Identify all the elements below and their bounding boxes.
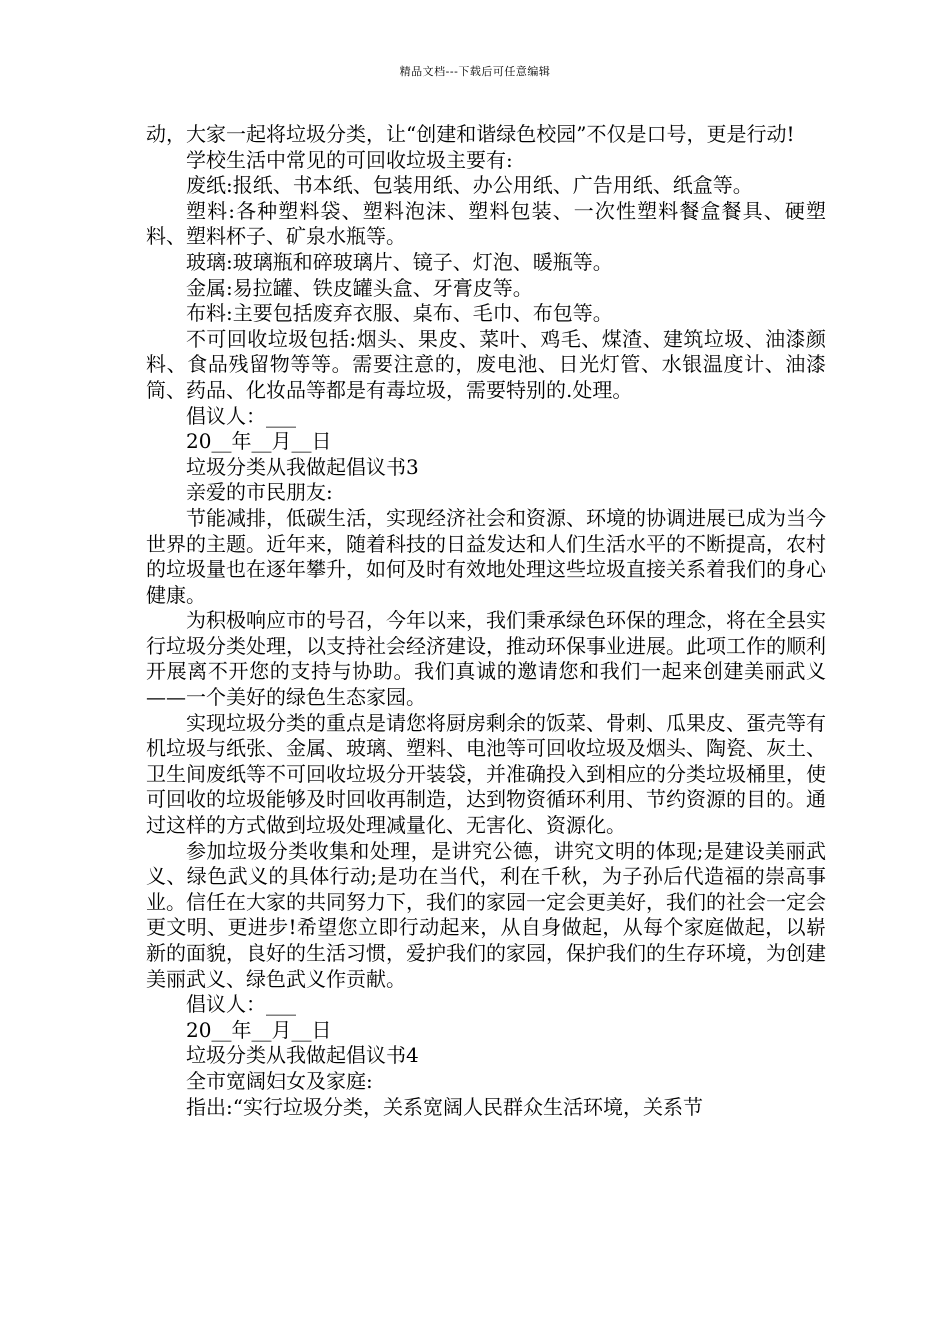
paragraph: 废纸:报纸、书本纸、包装用纸、办公用纸、广告用纸、纸盒等。	[186, 173, 753, 198]
paragraph: 节能减排，低碳生活，实现经济社会和资源、环境的协调进展已成为当今世界的主题。近年来，随着科技的日益发达和人们生活水平的不断提高，农村的垃圾量也在逐年攀升，如何及时有效地处理这些垃圾直接关系着我们的身心健康。	[146, 505, 826, 607]
paragraph: 倡议人：___	[186, 992, 296, 1017]
paragraph: 学校生活中常见的可回收垃圾主要有:	[186, 147, 513, 172]
paragraph: 动，大家一起将垃圾分类，让“创建和谐绿色校园”不仅是口号，更是行动!	[146, 122, 795, 146]
paragraph: 为积极响应市的号召，今年以来，我们秉承绿色环保的理念，将在全县实行垃圾分类处理，以支持社会经济建设，推动环保事业进展。此项工作的顺利开展离不开您的支持与协助。我们真诚的邀请您和我们一起来创建美丽武义——一个美好的绿色生态家园。	[146, 608, 826, 710]
paragraph: 倡议人：___	[186, 403, 296, 428]
page-header: 精品文档---下载后可任意编辑	[399, 65, 551, 78]
paragraph: 指出:“实行垃圾分类，关系宽阔人民群众生活环境，关系节	[186, 1094, 703, 1119]
paragraph: 20__年__月__日	[186, 1017, 332, 1042]
paragraph: 亲爱的市民朋友:	[186, 480, 333, 505]
paragraph: 塑料:各种塑料袋、塑料泡沫、塑料包装、一次性塑料餐盒餐具、硬塑料、塑料杯子、矿泉水瓶等。	[146, 198, 826, 249]
paragraph: 全市宽阔妇女及家庭:	[186, 1068, 373, 1093]
paragraph: 垃圾分类从我做起倡议书3	[186, 454, 419, 479]
paragraph: 不可回收垃圾包括:烟头、果皮、菜叶、鸡毛、煤渣、建筑垃圾、油漆颜料、食品残留物等等。需要注意的，废电池、日光灯管、水银温度计、油漆筒、药品、化妆品等都是有毒垃圾，需要特别的.处理。	[146, 326, 826, 402]
paragraph: 玻璃:玻璃瓶和碎玻璃片、镜子、灯泡、暖瓶等。	[186, 249, 613, 274]
paragraph: 垃圾分类从我做起倡议书4	[186, 1043, 419, 1068]
paragraph: 布料:主要包括废弃衣服、桌布、毛巾、布包等。	[186, 301, 613, 326]
paragraph: 20__年__月__日	[186, 429, 332, 454]
paragraph: 实现垃圾分类的重点是请您将厨房剩余的饭菜、骨刺、瓜果皮、蛋壳等有机垃圾与纸张、金属、玻璃、塑料、电池等可回收垃圾及烟头、陶瓷、灰土、卫生间废纸等不可回收垃圾分开装袋，并准确投入到相应的分类垃圾桶里，使可回收的垃圾能够及时回收再制造，达到物资循环利用、节约资源的目的。通过这样的方式做到垃圾处理减量化、无害化、资源化。	[146, 710, 826, 838]
paragraph: 参加垃圾分类收集和处理，是讲究公德，讲究文明的体现;是建设美丽武义、绿色武义的具体行动;是功在当代，利在千秋，为子孙后代造福的崇高事业。信任在大家的共同努力下，我们的家园一定会更美好，我们的社会一定会更文明、更进步!希望您立即行动起来，从自身做起，从每个家庭做起，以崭新的面貌，良好的生活习惯，爱护我们的家园，保护我们的生存环境，为创建美丽武义、绿色武义作贡献。	[146, 838, 826, 991]
paragraph: 金属:易拉罐、铁皮罐头盒、牙膏皮等。	[186, 275, 533, 300]
document-body	[146, 122, 826, 1120]
